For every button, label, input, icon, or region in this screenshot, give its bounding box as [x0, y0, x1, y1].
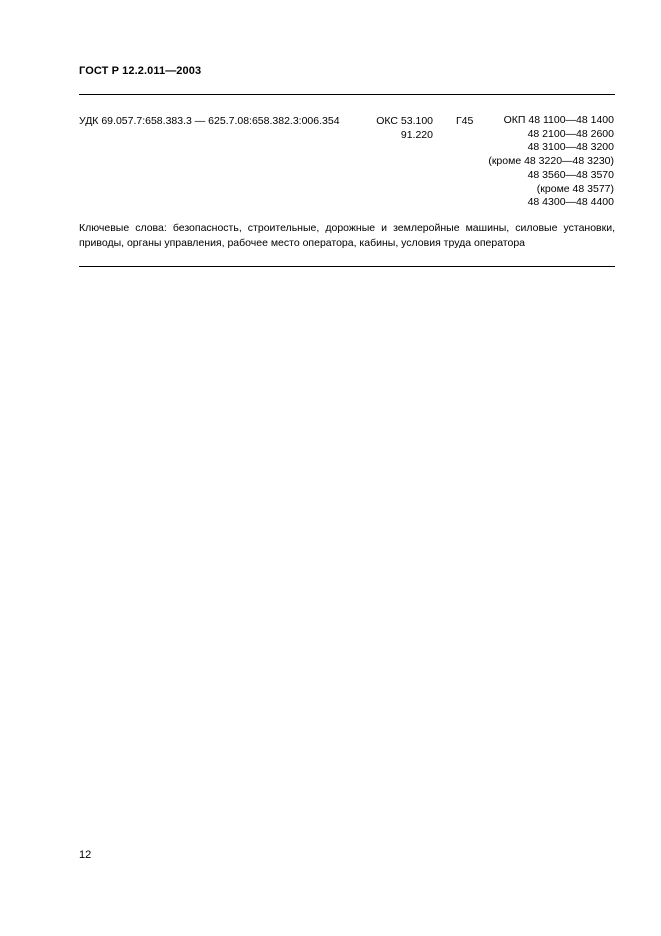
page-number: 12 [79, 849, 92, 861]
oks-code-2: 91.220 [400, 129, 433, 141]
oks-codes [376, 114, 433, 142]
okp-code-1: ОКП 48 1100—48 1400 [503, 114, 614, 126]
keywords-paragraph: Ключевые слова: безопасность, строительные, дорожные и землеройные машины, силовые установки, приводы, органы управления, рабочее место оператора, кабины, условия труда оператора [79, 222, 615, 249]
okp-code-3: 48 3100—48 3200 [527, 141, 614, 154]
okp-code-4: (кроме 48 3220—48 3230) [488, 155, 614, 168]
okp-code-5: 48 3560—48 3570 [527, 168, 614, 181]
group-code: Г45 [456, 115, 474, 127]
okp-code-6: (кроме 48 3577) [536, 182, 614, 195]
page-title: ГОСТ Р 12.2.011—2003 [79, 65, 202, 77]
okp-code-7: 48 4300—48 4400 [527, 196, 614, 209]
oks-code-1: ОКС 53.100 [376, 115, 433, 127]
udk-code: УДК 69.057.7:658.383.3 — 625.7.08:658.382.3:006.354 [79, 115, 340, 127]
bottom-rule [79, 266, 615, 267]
okp-label: ОКП [503, 114, 526, 126]
okp-codes [488, 114, 614, 210]
top-rule [79, 94, 615, 95]
okp-code-2: 48 2100—48 2600 [527, 127, 614, 140]
